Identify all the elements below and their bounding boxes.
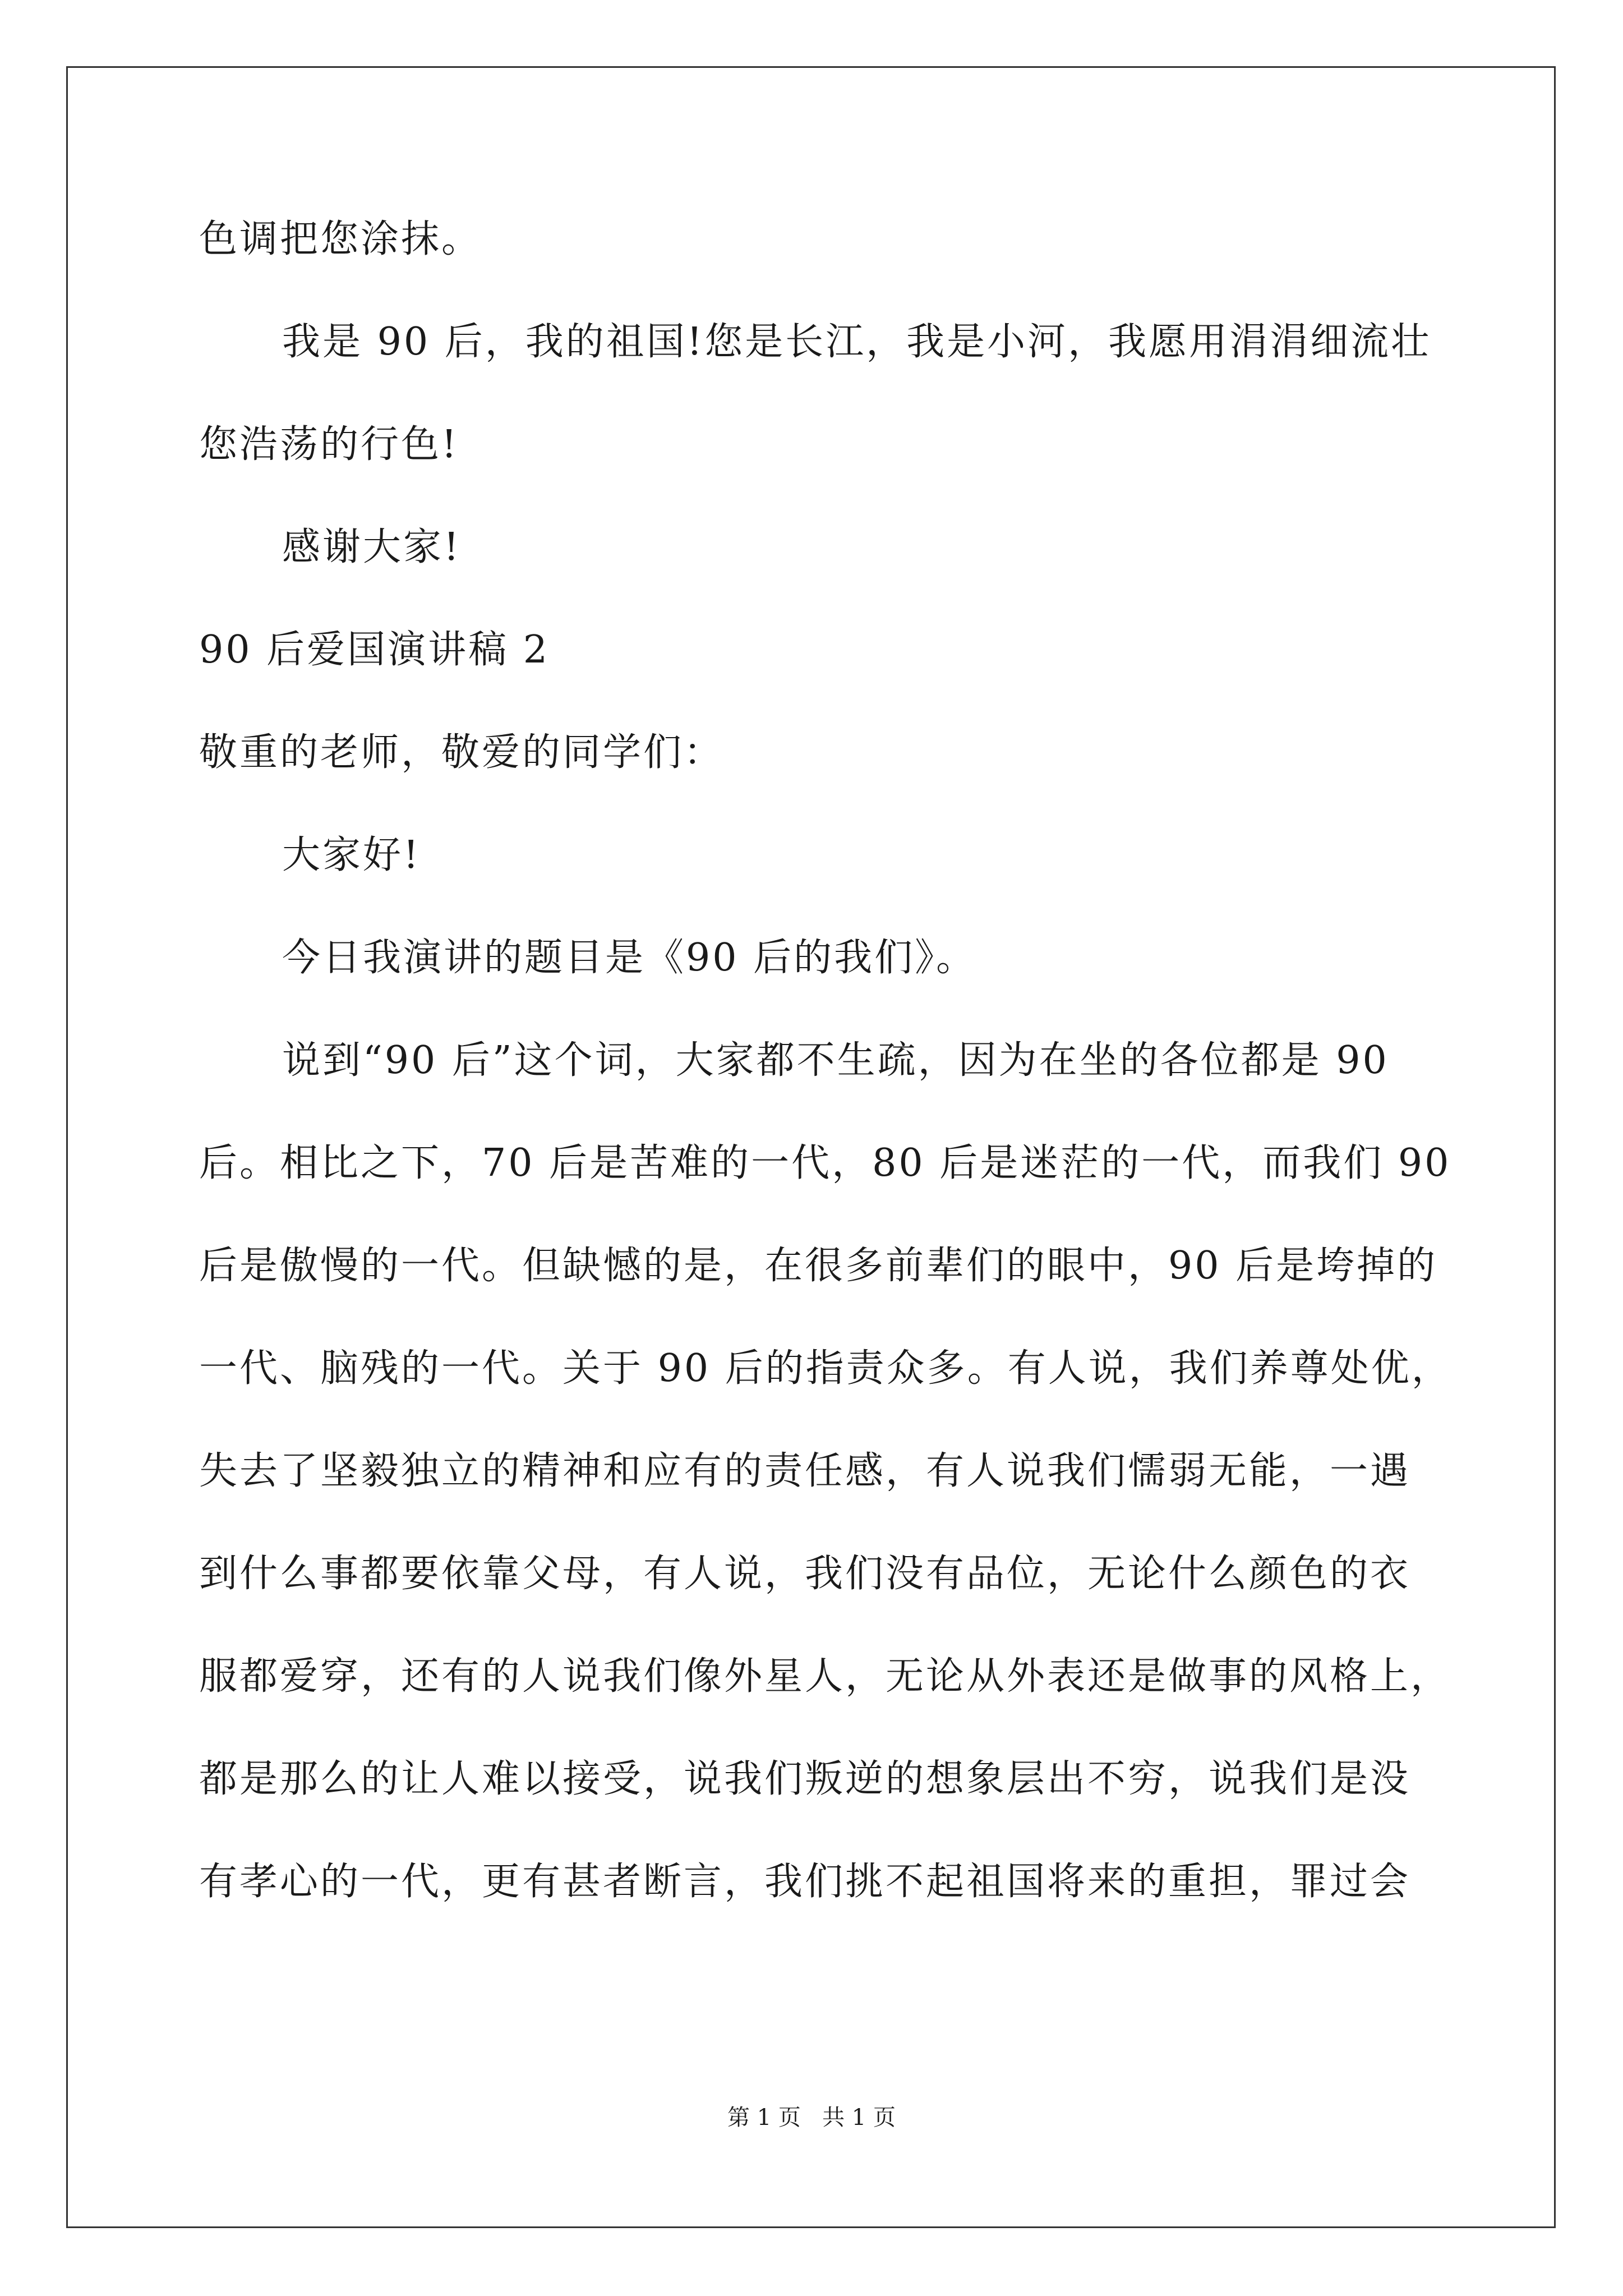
text-line: 今日我演讲的题目是《90 后的我们》。 bbox=[282, 936, 977, 980]
text-line: 色调把您涂抹。 bbox=[199, 217, 482, 261]
text-line: 后。相比之下，70 后是苦难的一代，80 后是迷茫的一代，而我们 90 bbox=[199, 1141, 1451, 1185]
greeting: 大家好! bbox=[282, 833, 421, 877]
page-number-footer: 第 1 页 共 1 页 bbox=[727, 2105, 896, 2131]
text-line: 都是那么的让人难以接受，说我们叛逆的想象层出不穷，说我们是没 bbox=[199, 1757, 1411, 1801]
text-line: 我是 90 后，我的祖国!您是长江，我是小河，我愿用涓涓细流壮 bbox=[282, 320, 1432, 364]
text-line: 感谢大家! bbox=[282, 525, 462, 569]
text-line: 到什么事都要依靠父母，有人说，我们没有品位，无论什么颜色的衣 bbox=[199, 1552, 1411, 1596]
text-line: 一代、脑残的一代。关于 90 后的指责众多。有人说，我们养尊处优， bbox=[199, 1346, 1452, 1391]
text-line: 服都爱穿，还有的人说我们像外星人，无论从外表还是做事的风格上， bbox=[199, 1654, 1451, 1699]
text-line: 您浩荡的行色! bbox=[199, 422, 459, 467]
text-line: 失去了坚毅独立的精神和应有的责任感，有人说我们懦弱无能，一遇 bbox=[199, 1449, 1411, 1493]
text-line: 有孝心的一代，更有甚者断言，我们挑不起祖国将来的重担，罪过会 bbox=[199, 1860, 1411, 1904]
section-heading: 90 后爱国演讲稿 2 bbox=[199, 628, 550, 672]
text-line: 后是傲慢的一代。但缺憾的是，在很多前辈们的眼中，90 后是垮掉的 bbox=[199, 1244, 1438, 1288]
salutation: 敬重的老师，敬爱的同学们： bbox=[199, 730, 725, 775]
text-line: 说到“90 后”这个词，大家都不生疏，因为在坐的各位都是 90 bbox=[282, 1038, 1389, 1083]
